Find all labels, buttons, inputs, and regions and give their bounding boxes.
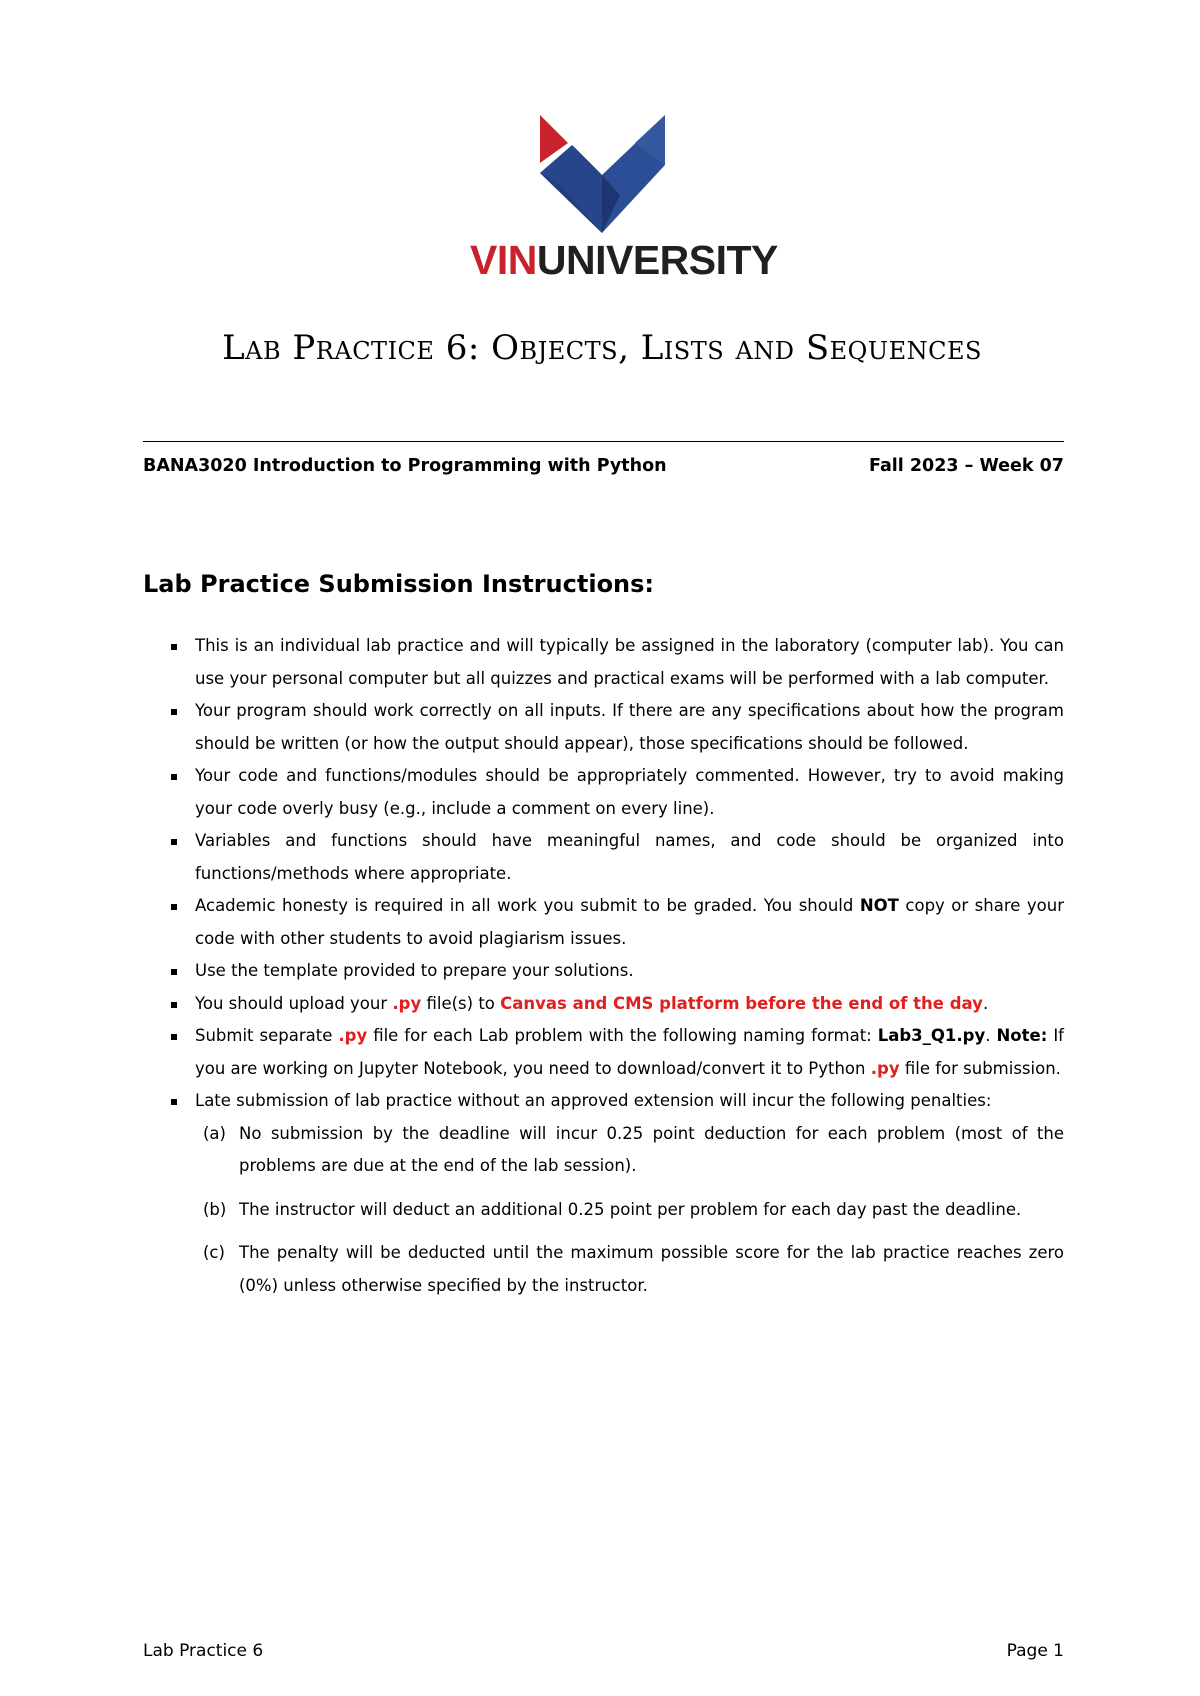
- list-item-text: Academic honesty is required in all work you submit to be graded. You should NOT copy or share your code with other students to avoid plagiarism issues.: [195, 896, 1064, 948]
- logo-wordmark: [470, 237, 778, 283]
- penalty-item: [195, 1237, 1064, 1302]
- page-footer: [143, 1641, 1064, 1661]
- file-extension: .py: [870, 1058, 900, 1078]
- penalty-text: The instructor will deduct an additional 0.25 point per problem for each day past the deadline.: [239, 1199, 1022, 1219]
- page-number: Page 1: [1006, 1641, 1064, 1661]
- list-item-text: Late submission of lab practice without an approved extension will incur the following penalties:: [195, 1091, 992, 1110]
- list-item: [143, 630, 1064, 695]
- list-item-text: This is an individual lab practice and will typically be assigned in the laboratory (computer lab). You can use your personal computer but all quizzes and practical exams will be performed with a lab computer.: [195, 636, 1064, 688]
- bullet-icon: [171, 774, 177, 780]
- list-item: [143, 825, 1064, 890]
- bullet-icon: [171, 1002, 177, 1008]
- list-item-text: Your program should work correctly on all inputs. If there are any specifications about how the program should be written (or how the output should appear), those specifications should be followed.: [195, 701, 1064, 753]
- list-item-text: Use the template provided to prepare your solutions.: [195, 961, 634, 980]
- document-title: Lab Practice 6: Objects, Lists and Sequences: [222, 328, 982, 368]
- penalty-item: [195, 1194, 1064, 1227]
- list-item-text: Submit separate .py file for each Lab problem with the following naming format: Lab3_Q1.py. Note: If you are working on Jupyter Notebook, you need to download/convert it to Python .py file for submission.: [195, 1026, 1064, 1078]
- logo-wordmark-university: UNIVERSITY: [536, 237, 778, 283]
- list-item: [143, 760, 1064, 825]
- note-label: Note:: [996, 1026, 1048, 1045]
- list-item-text: You should upload your .py file(s) to Canvas and CMS platform before the end of the day.: [195, 993, 989, 1013]
- list-item: [143, 695, 1064, 760]
- upload-destination: Canvas and CMS platform before the end of the day: [500, 993, 983, 1013]
- logo-wordmark-vin: VIN: [470, 237, 537, 283]
- vinuniversity-logo-icon: [540, 115, 665, 233]
- file-extension: .py: [338, 1026, 368, 1045]
- bullet-icon: [171, 709, 177, 715]
- penalty-marker: (b): [203, 1199, 227, 1219]
- course-info: [143, 456, 1064, 476]
- list-item: [143, 1020, 1064, 1085]
- instructions-list: [143, 630, 1064, 1313]
- file-extension: .py: [392, 993, 422, 1013]
- penalty-marker: (a): [203, 1123, 226, 1143]
- list-item: [143, 890, 1064, 955]
- title-divider: [143, 441, 1064, 442]
- footer-doc-title: Lab Practice 6: [143, 1641, 264, 1661]
- bullet-icon: [171, 969, 177, 975]
- bullet-icon: [171, 839, 177, 845]
- list-item-text: Your code and functions/modules should be appropriately commented. However, try to avoid making your code overly busy (e.g., include a comment on every line).: [195, 766, 1064, 818]
- list-item: [143, 1085, 1064, 1302]
- bullet-icon: [171, 1099, 177, 1105]
- list-item-text: Variables and functions should have meaningful names, and code should be organized into functions/methods where appropriate.: [195, 831, 1064, 883]
- emphasis-not: NOT: [859, 896, 899, 915]
- penalty-text: No submission by the deadline will incur 0.25 point deduction for each problem (most of the problems are due at the end of the lab session).: [239, 1123, 1064, 1175]
- bullet-icon: [171, 1034, 177, 1040]
- university-logo: [470, 115, 778, 290]
- penalty-marker: (c): [203, 1243, 225, 1262]
- list-item: [143, 988, 1064, 1021]
- list-item: [143, 955, 1064, 988]
- course-name: BANA3020 Introduction to Programming with Python: [143, 456, 667, 476]
- section-heading: Lab Practice Submission Instructions:: [143, 570, 655, 598]
- bullet-icon: [171, 904, 177, 910]
- course-term: Fall 2023 – Week 07: [869, 456, 1064, 476]
- penalties-list: [195, 1118, 1064, 1303]
- naming-format: Lab3_Q1.py: [877, 1026, 986, 1045]
- penalty-text: The penalty will be deducted until the maximum possible score for the lab practice reaches zero (0%) unless otherwise specified by the instructor.: [239, 1243, 1064, 1295]
- bullet-icon: [171, 644, 177, 650]
- penalty-item: [195, 1118, 1064, 1183]
